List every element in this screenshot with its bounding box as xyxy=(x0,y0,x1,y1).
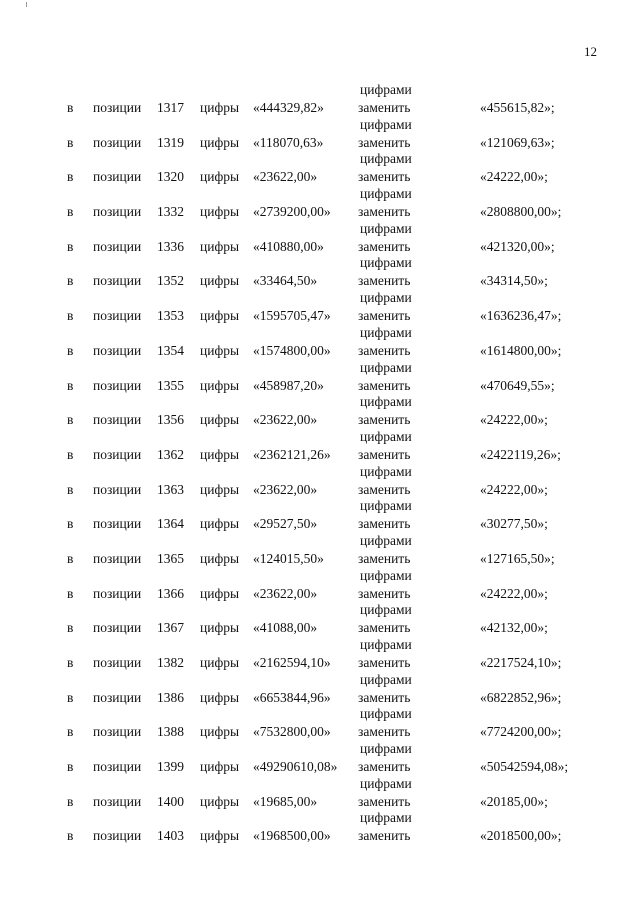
position-number: 1355 xyxy=(157,377,184,393)
new-value: «2808800,00»; xyxy=(480,204,562,220)
digits-word: цифры xyxy=(200,655,240,670)
digits-word: цифры xyxy=(200,169,240,185)
replace-word: заменить xyxy=(358,308,411,324)
digits-word: цифры xyxy=(200,550,240,566)
old-value: «7532800,00» xyxy=(253,724,331,740)
position-word: позиции xyxy=(93,481,142,497)
amendment-row xyxy=(0,463,639,517)
prep-word: в xyxy=(67,550,74,566)
replace-word: заменить xyxy=(358,342,411,358)
replace-word: заменить xyxy=(358,759,411,775)
with-digits-word: цифрами xyxy=(360,255,412,271)
position-number: 1382 xyxy=(157,655,184,670)
position-word: позиции xyxy=(93,377,142,393)
position-number: 1386 xyxy=(157,689,184,705)
new-value: «2422119,26»; xyxy=(480,446,561,462)
old-value: «444329,82» xyxy=(253,100,324,115)
prep-word: в xyxy=(67,134,74,150)
position-number: 1320 xyxy=(157,169,184,185)
prep-word: в xyxy=(67,204,74,220)
prep-word: в xyxy=(67,585,74,601)
digits-word: цифры xyxy=(200,204,240,220)
position-number: 1356 xyxy=(157,412,184,428)
position-word: позиции xyxy=(93,238,142,254)
prep-word: в xyxy=(67,377,74,393)
with-digits-word: цифрами xyxy=(360,394,412,410)
amendment-row xyxy=(0,532,639,586)
position-number: 1367 xyxy=(157,620,184,636)
position-word: позиции xyxy=(93,308,142,324)
new-value: «127165,50»; xyxy=(480,550,555,566)
amendment-row xyxy=(0,220,639,274)
amendment-row xyxy=(0,116,639,170)
replace-word: заменить xyxy=(358,100,411,115)
amendment-row xyxy=(0,324,639,378)
with-digits-word: цифрами xyxy=(360,775,412,791)
replace-word: заменить xyxy=(358,689,411,705)
new-value: «1636236,47»; xyxy=(480,308,562,324)
with-digits-word: цифрами xyxy=(360,324,412,340)
digits-word: цифры xyxy=(200,724,240,740)
digits-word: цифры xyxy=(200,759,240,775)
position-word: позиции xyxy=(93,516,142,532)
new-value: «24222,00»; xyxy=(480,412,548,428)
prep-word: в xyxy=(67,759,74,775)
digits-word: цифры xyxy=(200,481,240,497)
old-value: «124015,50» xyxy=(253,550,324,566)
with-digits-word: цифрами xyxy=(360,741,412,757)
position-number: 1317 xyxy=(157,100,184,115)
amendment-row xyxy=(0,290,639,343)
amendment-row xyxy=(0,186,639,239)
digits-word: цифры xyxy=(200,342,240,358)
replace-word: заменить xyxy=(358,446,411,462)
digits-word: цифры xyxy=(200,828,240,844)
replace-word: заменить xyxy=(358,169,411,185)
with-digits-word: цифрами xyxy=(360,671,412,687)
position-number: 1403 xyxy=(157,828,184,844)
new-value: «421320,00»; xyxy=(480,238,555,254)
position-number: 1336 xyxy=(157,238,184,254)
old-value: «23622,00» xyxy=(253,481,318,497)
old-value: «6653844,96» xyxy=(253,689,331,705)
amendment-row xyxy=(0,671,639,725)
new-value: «7724200,00»; xyxy=(480,724,562,740)
position-number: 1364 xyxy=(157,516,184,532)
position-number: 1388 xyxy=(157,724,184,740)
old-value: «118070,63» xyxy=(253,134,324,150)
with-digits-word: цифрами xyxy=(360,428,412,444)
prep-word: в xyxy=(67,481,74,497)
digits-word: цифры xyxy=(200,100,240,115)
digits-word: цифры xyxy=(200,620,240,636)
digits-word: цифры xyxy=(200,308,240,324)
new-value: «30277,50»; xyxy=(480,516,548,532)
prep-word: в xyxy=(67,655,74,670)
old-value: «1968500,00» xyxy=(253,828,331,844)
digits-word: цифры xyxy=(200,134,240,150)
new-value: «34314,50»; xyxy=(480,273,548,289)
new-value: «2018500,00»; xyxy=(480,828,562,844)
amendment-row xyxy=(0,810,639,863)
with-digits-word: цифрами xyxy=(360,706,412,722)
amendment-row xyxy=(0,428,639,482)
position-number: 1400 xyxy=(157,793,184,809)
position-word: позиции xyxy=(93,724,142,740)
position-word: позиции xyxy=(93,759,142,775)
digits-word: цифры xyxy=(200,446,240,462)
position-number: 1354 xyxy=(157,342,184,358)
prep-word: в xyxy=(67,516,74,532)
position-number: 1362 xyxy=(157,446,184,462)
with-digits-word: цифрами xyxy=(360,220,412,236)
amendment-row xyxy=(0,498,639,551)
position-number: 1363 xyxy=(157,481,184,497)
amendment-row xyxy=(0,359,639,413)
prep-word: в xyxy=(67,793,74,809)
old-value: «2162594,10» xyxy=(253,655,331,670)
digits-word: цифры xyxy=(200,377,240,393)
prep-word: в xyxy=(67,100,74,115)
new-value: «24222,00»; xyxy=(480,169,548,185)
prep-word: в xyxy=(67,342,74,358)
amendment-row xyxy=(0,82,639,135)
position-word: позиции xyxy=(93,550,142,566)
prep-word: в xyxy=(67,689,74,705)
amendment-row xyxy=(0,394,639,447)
new-value: «24222,00»; xyxy=(480,481,548,497)
replace-word: заменить xyxy=(358,828,411,844)
old-value: «1595705,47» xyxy=(253,308,331,324)
with-digits-word: цифрами xyxy=(360,290,412,306)
replace-word: заменить xyxy=(358,238,411,254)
position-word: позиции xyxy=(93,828,142,844)
position-word: позиции xyxy=(93,412,142,428)
with-digits-word: цифрами xyxy=(360,567,412,583)
new-value: «1614800,00»; xyxy=(480,342,562,358)
with-digits-word: цифрами xyxy=(360,116,412,132)
with-digits-word: цифрами xyxy=(360,637,412,652)
replace-word: заменить xyxy=(358,585,411,601)
position-word: позиции xyxy=(93,169,142,185)
position-word: позиции xyxy=(93,655,142,670)
with-digits-word: цифрами xyxy=(360,498,412,514)
with-digits-word: цифрами xyxy=(360,82,412,97)
scan-mark xyxy=(26,2,27,7)
replace-word: заменить xyxy=(358,412,411,428)
position-word: позиции xyxy=(93,446,142,462)
with-digits-word: цифрами xyxy=(360,602,412,618)
amendment-row xyxy=(0,741,639,794)
replace-word: заменить xyxy=(358,516,411,532)
replace-word: заменить xyxy=(358,204,411,220)
digits-word: цифры xyxy=(200,793,240,809)
position-word: позиции xyxy=(93,273,142,289)
prep-word: в xyxy=(67,169,74,185)
prep-word: в xyxy=(67,828,74,844)
amendment-row xyxy=(0,602,639,655)
position-word: позиции xyxy=(93,793,142,809)
position-word: позиции xyxy=(93,689,142,705)
position-number: 1399 xyxy=(157,759,184,775)
amendment-list xyxy=(0,82,639,863)
replace-word: заменить xyxy=(358,620,411,636)
prep-word: в xyxy=(67,620,74,636)
new-value: «20185,00»; xyxy=(480,793,548,809)
replace-word: заменить xyxy=(358,724,411,740)
old-value: «23622,00» xyxy=(253,585,318,601)
position-word: позиции xyxy=(93,100,142,115)
position-word: позиции xyxy=(93,620,142,636)
position-number: 1353 xyxy=(157,308,184,324)
replace-word: заменить xyxy=(358,655,411,670)
prep-word: в xyxy=(67,273,74,289)
replace-word: заменить xyxy=(358,377,411,393)
replace-word: заменить xyxy=(358,550,411,566)
prep-word: в xyxy=(67,446,74,462)
old-value: «2739200,00» xyxy=(253,204,331,220)
amendment-row xyxy=(0,151,639,204)
new-value: «42132,00»; xyxy=(480,620,548,636)
with-digits-word: цифрами xyxy=(360,810,412,826)
prep-word: в xyxy=(67,724,74,740)
position-word: позиции xyxy=(93,585,142,601)
new-value: «121069,63»; xyxy=(480,134,555,150)
old-value: «410880,00» xyxy=(253,238,324,254)
with-digits-word: цифрами xyxy=(360,186,412,202)
prep-word: в xyxy=(67,308,74,324)
digits-word: цифры xyxy=(200,273,240,289)
new-value: «24222,00»; xyxy=(480,585,548,601)
position-number: 1365 xyxy=(157,550,184,566)
position-word: позиции xyxy=(93,134,142,150)
replace-word: заменить xyxy=(358,134,411,150)
new-value: «2217524,10»; xyxy=(480,655,562,670)
amendment-row xyxy=(0,637,639,690)
digits-word: цифры xyxy=(200,516,240,532)
old-value: «2362121,26» xyxy=(253,446,331,462)
with-digits-word: цифрами xyxy=(360,151,412,167)
position-word: позиции xyxy=(93,342,142,358)
old-value: «23622,00» xyxy=(253,412,318,428)
old-value: «23622,00» xyxy=(253,169,318,185)
old-value: «458987,20» xyxy=(253,377,324,393)
old-value: «1574800,00» xyxy=(253,342,331,358)
position-number: 1366 xyxy=(157,585,184,601)
amendment-row xyxy=(0,775,639,829)
with-digits-word: цифрами xyxy=(360,359,412,375)
replace-word: заменить xyxy=(358,481,411,497)
digits-word: цифры xyxy=(200,689,240,705)
new-value: «6822852,96»; xyxy=(480,689,562,705)
amendment-row xyxy=(0,255,639,308)
position-number: 1352 xyxy=(157,273,184,289)
new-value: «470649,55»; xyxy=(480,377,555,393)
amendment-row xyxy=(0,567,639,621)
new-value: «50542594,08»; xyxy=(480,759,569,775)
with-digits-word: цифрами xyxy=(360,463,412,479)
amendment-row xyxy=(0,706,639,759)
digits-word: цифры xyxy=(200,238,240,254)
old-value: «33464,50» xyxy=(253,273,318,289)
old-value: «41088,00» xyxy=(253,620,318,636)
new-value: «455615,82»; xyxy=(480,100,555,115)
with-digits-word: цифрами xyxy=(360,532,412,548)
replace-word: заменить xyxy=(358,273,411,289)
prep-word: в xyxy=(67,412,74,428)
digits-word: цифры xyxy=(200,585,240,601)
position-number: 1319 xyxy=(157,134,184,150)
prep-word: в xyxy=(67,238,74,254)
position-word: позиции xyxy=(93,204,142,220)
position-number: 1332 xyxy=(157,204,184,220)
replace-word: заменить xyxy=(358,793,411,809)
old-value: «29527,50» xyxy=(253,516,318,532)
digits-word: цифры xyxy=(200,412,240,428)
old-value: «49290610,08» xyxy=(253,759,338,775)
old-value: «19685,00» xyxy=(253,793,318,809)
page-number: 12 xyxy=(584,44,597,59)
